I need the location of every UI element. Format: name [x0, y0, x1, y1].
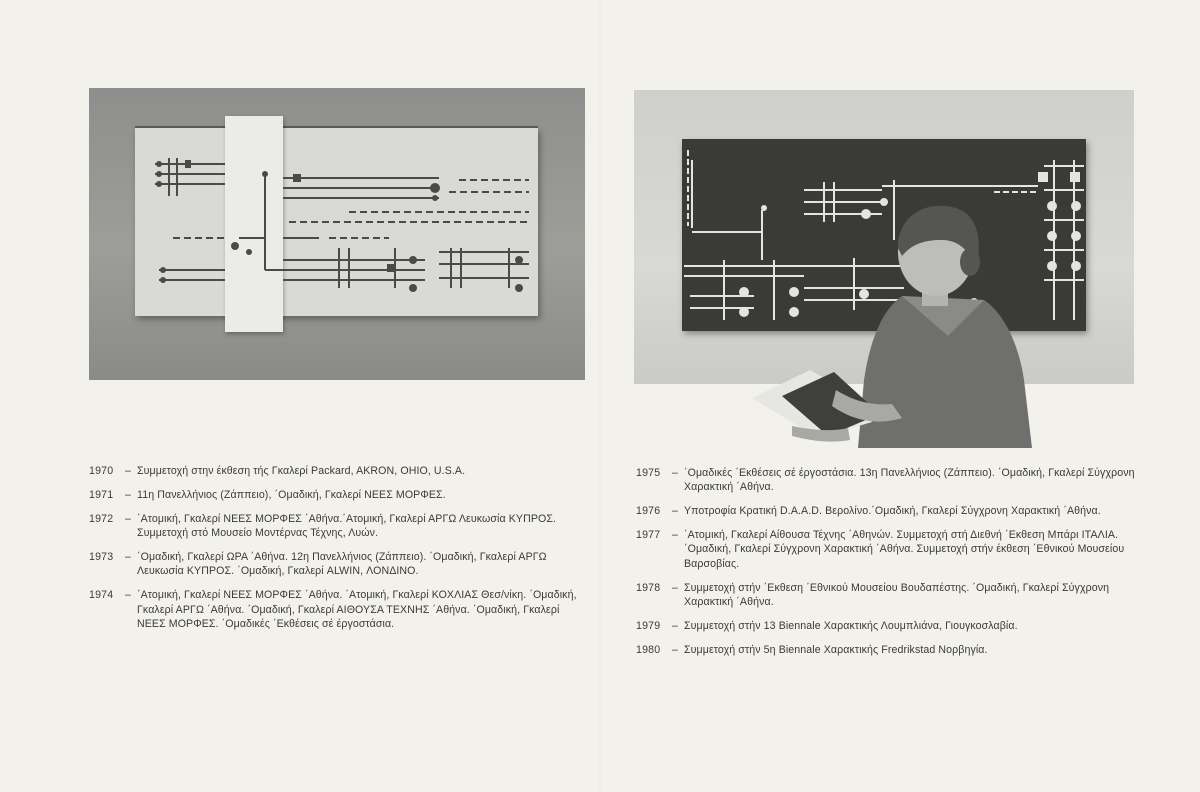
- entry-text: ΄Ατομική, Γκαλερί ΝΕΕΣ ΜΟΡΦΕΣ ΄Αθήνα.΄Ατομική, Γκαλερί ΑΡΓΩ Λευκωσία ΚΥΠΡΟΣ. Συμμετοχή στό Μουσείο Μοντέρνας Τέχνης, Λυών.: [137, 513, 557, 540]
- timeline-entry: [636, 581, 1136, 609]
- entry-year: 1978: [636, 581, 661, 594]
- timeline-entry: [636, 504, 1136, 518]
- entry-year: 1979: [636, 619, 661, 632]
- timeline-entry: [636, 528, 1136, 571]
- entry-text: ΄Ατομική, Γκαλερί ΝΕΕΣ ΜΟΡΦΕΣ ΄Αθήνα. ΄Ατομική, Γκαλερί ΚΟΧΛΙΑΣ Θεσ/νίκη. ΄Ομαδική, Γκαλερί ΑΡΓΩ ΄Αθήνα. ΄Ομαδική, Γκαλερί ΑΙΘΟΥΣΑ ΤΕΧΝΗΣ ΄Αθήνα. ΄Ομαδική, Γκαλερί ΝΕΕΣ ΜΟΡΦΕΣ. ΄Ομαδικές ΄Εκθέσεις σέ έργοστάσια.: [137, 589, 577, 630]
- entry-dash: –: [125, 513, 131, 525]
- entry-year: 1971: [89, 489, 114, 501]
- entry-dash: –: [672, 619, 678, 632]
- entry-text: ΄Ομαδική, Γκαλερί ΩΡΑ ΄Αθήνα. 12η Πανελλήνιος (Ζάππειο). ΄Ομαδική, Γκαλερί ΑΡΓΩ Λευκωσία ΚΥΠΡΟΣ. ΄Ομαδική, Γκαλερί ALWIN, ΛΟΝΔΙΝΟ.: [137, 551, 547, 578]
- entry-year: 1974: [89, 589, 114, 602]
- entry-text: Συμμετοχή στήν 5η Biennale Χαρακτικής Fredrikstad Νορβηγία.: [684, 643, 988, 656]
- timeline-entry: [636, 466, 1136, 494]
- entry-year: 1977: [636, 529, 661, 542]
- entry-dash: –: [125, 551, 131, 564]
- entry-year: 1972: [89, 513, 114, 525]
- entry-text: ΄Ομαδικές ΄Εκθέσεις σέ έργοστάσια. 13η Πανελλήνιος (Ζάππειο). ΄Ομαδική, Γκαλερί Σύγχρονη Χαρακτική ΄Αθήνα.: [684, 467, 1135, 494]
- timeline-entry: [636, 643, 1136, 657]
- timeline-entry: [89, 588, 589, 631]
- entry-text: ΄Ατομική, Γκαλερί Αίθουσα Τέχνης ΄Αθηνών. Συμμετοχή στή Διεθνή ΄Εκθεση Μπάρι ΙΤΑΛΙΑ. ΄Ομαδική, Γκαλερί Σύγχρονη Χαρακτική ΄Αθήνα. Συμμετοχή στήν έκθεση ΄Εθνικού Μουσείου Βαρσοβίας.: [684, 529, 1125, 570]
- entry-dash: –: [125, 465, 131, 477]
- entry-text: Συμμετοχή στην έκθεση τής Γκαλερί Packard, AKRON, OHIO, U.S.A.: [137, 465, 466, 477]
- entry-text: Συμμετοχή στήν 13 Biennale Χαρακτικής Λουμπλιάνα, Γιουγκοσλαβία.: [684, 619, 1018, 632]
- entry-year: 1973: [89, 551, 114, 564]
- entry-dash: –: [672, 643, 678, 656]
- timeline-entry: [89, 488, 589, 502]
- entry-dash: –: [125, 489, 131, 501]
- artwork-photo-light-relief: [89, 88, 585, 380]
- timeline-entry: [89, 464, 589, 478]
- entry-dash: –: [125, 589, 131, 602]
- entry-dash: –: [672, 581, 678, 594]
- page-fold: [599, 0, 601, 792]
- entry-year: 1980: [636, 643, 661, 656]
- entry-text: Συμμετοχή στήν ΄Εκθεση ΄Εθνικού Μουσείου Βουδαπέστης. ΄Ομαδική, Γκαλερί Σύγχρονη Χαρακτική ΄Αθήνα.: [684, 581, 1110, 608]
- entry-year: 1975: [636, 467, 661, 479]
- woman-reading-figure: [752, 200, 1032, 448]
- entry-dash: –: [672, 467, 678, 479]
- entry-text: Υποτροφία Κρατική D.A.A.D. Βερολίνο.΄Ομαδική, Γκαλερί Σύγχρονη Χαρακτική ΄Αθήνα.: [684, 505, 1101, 518]
- timeline-entry: [89, 512, 589, 540]
- exhibition-timeline-right: [636, 466, 1136, 667]
- entry-dash: –: [672, 529, 678, 542]
- exhibition-timeline-left: [89, 464, 589, 641]
- entry-year: 1970: [89, 465, 114, 477]
- timeline-entry: [636, 619, 1136, 633]
- timeline-entry: [89, 550, 589, 578]
- entry-year: 1976: [636, 505, 661, 518]
- relief-line-pattern: [89, 88, 585, 380]
- entry-dash: –: [672, 505, 678, 518]
- entry-text: 11η Πανελλήνιος (Ζάππειο), ΄Ομαδική, Γκαλερί ΝΕΕΣ ΜΟΡΦΕΣ.: [137, 489, 446, 501]
